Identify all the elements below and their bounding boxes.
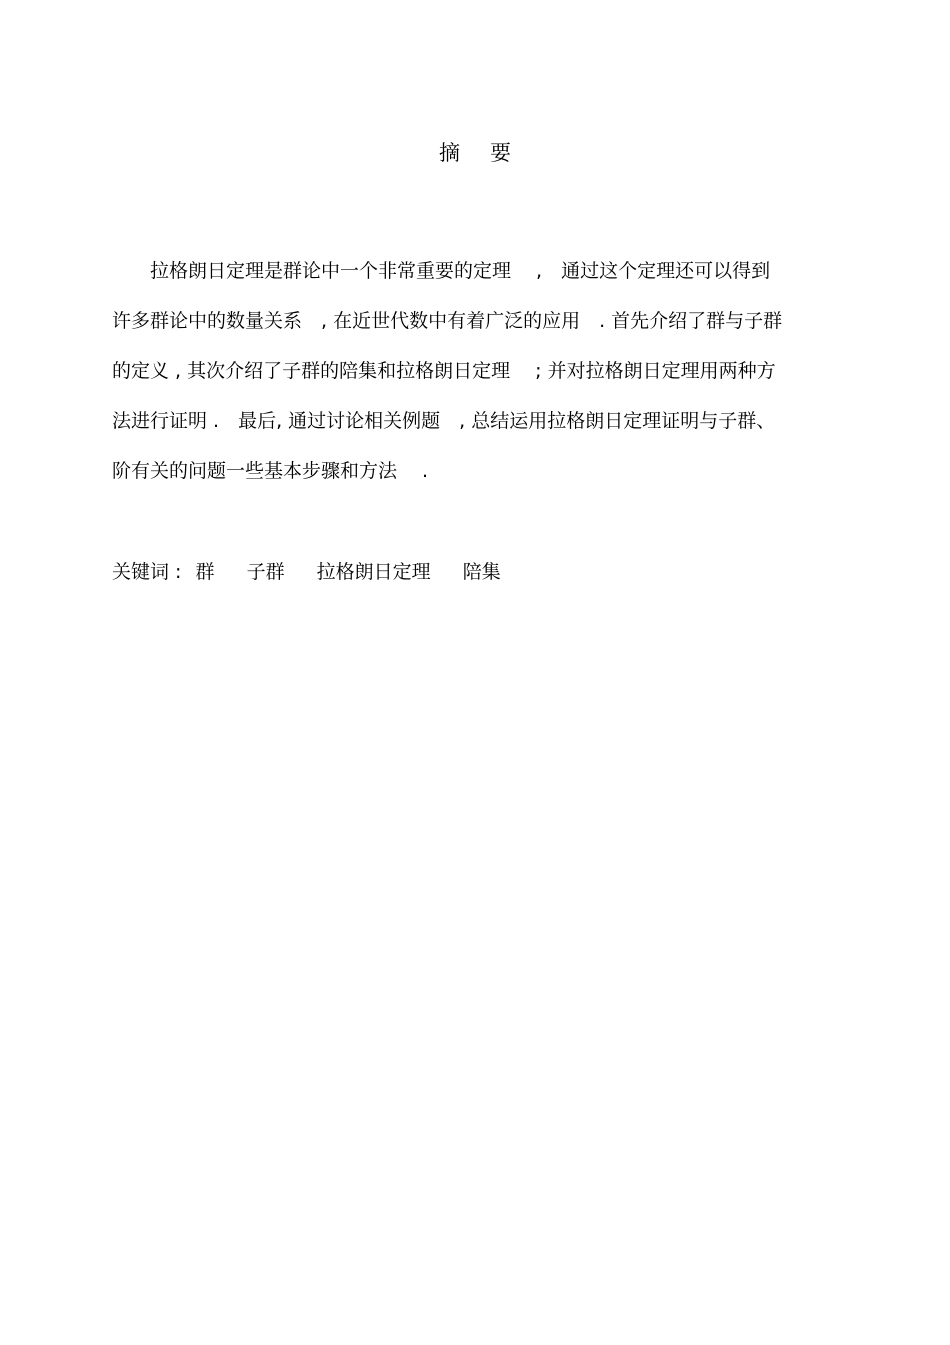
abstract-line: 拉格朗日定理是群论中一个非常重要的定理 , 通过这个定理还可以得到 [112, 260, 771, 282]
keywords-row [112, 552, 527, 592]
keyword-item: 陪集 [462, 561, 501, 583]
abstract-line: 许多群论中的数量关系 , 在近世代数中有着广泛的应用 . 首先介绍了群与子群 [112, 310, 783, 332]
abstract-line: 法进行证明 . 最后, 通过讨论相关例题 , 总结运用拉格朗日定理证明与子群、 [112, 410, 776, 432]
abstract-line: 阶有关的问题一些基本步骤和方法 . [112, 460, 429, 482]
title-char-2: 要 [490, 141, 511, 165]
abstract-line: 的定义 , 其次介绍了子群的陪集和拉格朗日定理 ; 并对拉格朗日定理用两种方 [112, 360, 776, 382]
keyword-item: 拉格朗日定理 [316, 561, 431, 583]
title-char-1: 摘 [439, 141, 460, 165]
keyword-item: 群 [195, 561, 215, 583]
keywords-label: 关键词 : [112, 561, 182, 583]
keyword-item: 子群 [246, 561, 285, 583]
abstract-title [0, 138, 950, 168]
abstract-body [112, 246, 852, 496]
